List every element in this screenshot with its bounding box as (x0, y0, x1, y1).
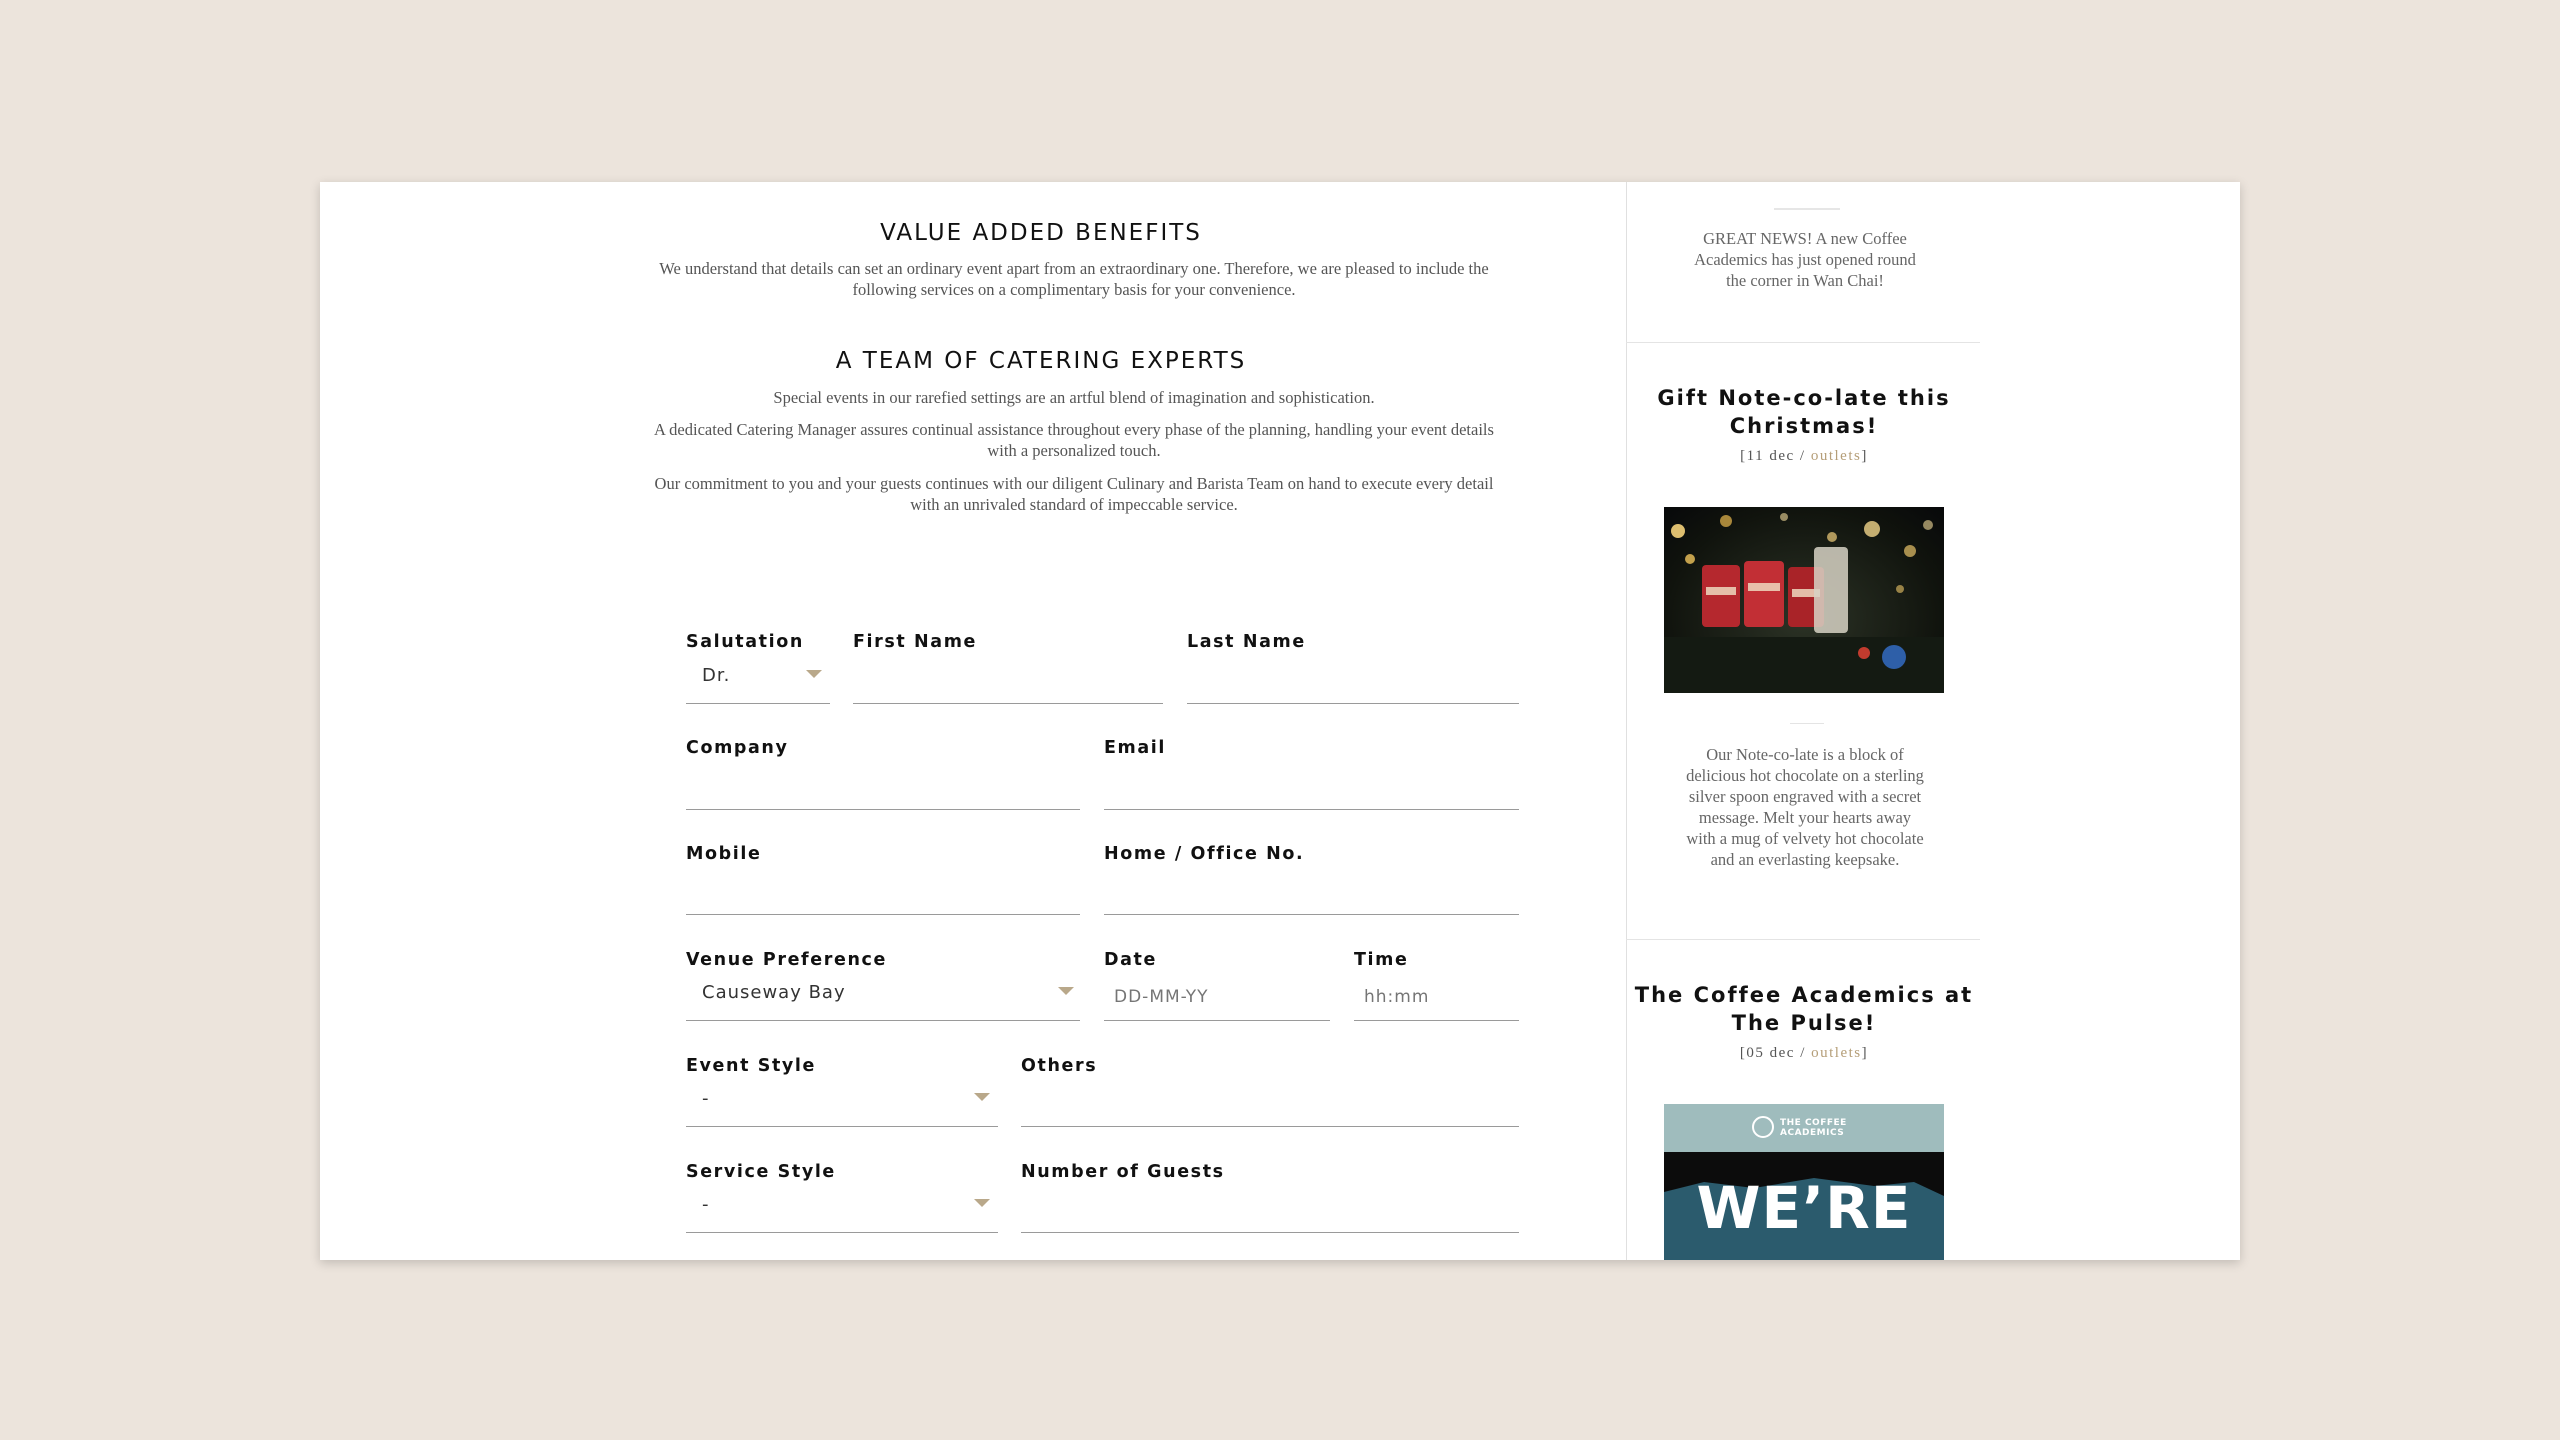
service-style-underline (686, 1232, 998, 1233)
experts-heading: A TEAM OF CATERING EXPERTS (835, 348, 1247, 374)
note-co-late-image[interactable] (1664, 507, 1944, 693)
guests-underline (1021, 1232, 1519, 1233)
time-input[interactable] (1354, 980, 1521, 1014)
chevron-down-icon (974, 1093, 990, 1101)
post-meta: [05 dec / outlets] (1739, 1045, 1869, 1061)
company-label: Company (686, 738, 789, 758)
date-input[interactable] (1104, 980, 1336, 1014)
post-small-rule (1790, 723, 1824, 724)
home-office-label: Home / Office No. (1104, 844, 1305, 864)
mobile-underline (686, 914, 1080, 915)
post-date: 05 dec (1746, 1045, 1795, 1061)
guests-label: Number of Guests (1021, 1162, 1225, 1182)
first-name-label: First Name (853, 632, 978, 652)
event-style-underline (686, 1126, 998, 1127)
email-input[interactable] (1104, 770, 1523, 808)
promo-logo-text: THE COFFEE ACADEMICS (1780, 1118, 1847, 1138)
salutation-select[interactable] (686, 662, 830, 686)
experts-paragraph-2: A dedicated Catering Manager assures continual assistance throughout every phase of the planning, handling your event details with a personalized touch. (654, 420, 1494, 460)
first-name-input[interactable] (853, 664, 1167, 702)
benefits-text: We understand that details can set an ordinary event apart from an extraordinary one. Therefore, we are pleased to include the following services on a complimentary basis for your convenience. (659, 259, 1489, 299)
post-category-link[interactable]: outlets (1811, 1045, 1862, 1061)
service-style-label: Service Style (686, 1162, 836, 1182)
home-office-input[interactable] (1104, 876, 1523, 914)
mobile-input[interactable] (686, 876, 1084, 914)
others-underline (1021, 1126, 1519, 1127)
benefits-heading: VALUE ADDED BENEFITS (880, 220, 1202, 246)
email-underline (1104, 809, 1519, 810)
venue-value: Causeway Bay (702, 982, 846, 1003)
experts-paragraph-3: Our commitment to you and your guests continues with our diligent Culinary and Barista Team on hand to execute every detail with an unrivaled standard of impeccable service. (654, 474, 1494, 514)
coffee-academics-logo-icon (1752, 1116, 1774, 1138)
event-style-label: Event Style (686, 1056, 816, 1076)
event-style-select[interactable] (686, 1085, 998, 1109)
post-title[interactable]: Gift Note-co-late this Christmas! (1657, 386, 1951, 438)
post-excerpt: Our Note-co-late is a block of delicious hot chocolate on a sterling silver spoon engraved with a secret message. Melt your hearts away with a mug of velvety hot chocolate and an everlasting keepsake. (1686, 745, 1924, 869)
others-label: Others (1021, 1056, 1098, 1076)
post-title[interactable]: The Coffee Academics at The Pulse! (1634, 983, 1974, 1035)
post-date: 11 dec (1746, 448, 1795, 464)
last-name-underline (1187, 703, 1519, 704)
sidebar-separator (1626, 342, 1980, 343)
company-underline (686, 809, 1080, 810)
time-underline (1354, 1020, 1519, 1021)
date-underline (1104, 1020, 1330, 1021)
post-category-link[interactable]: outlets (1810, 448, 1862, 464)
email-label: Email (1104, 738, 1166, 758)
chevron-down-icon (1058, 987, 1074, 995)
venue-label: Venue Preference (686, 950, 887, 970)
experts-paragraph-1: Special events in our rarefied settings are an artful blend of imagination and sophistication. (773, 388, 1375, 407)
chevron-down-icon (974, 1199, 990, 1207)
chevron-down-icon (806, 670, 822, 678)
page-window (320, 182, 2240, 1260)
guests-input[interactable] (1021, 1194, 1523, 1232)
salutation-label: Salutation (686, 632, 804, 652)
sidebar-divider (1626, 182, 1627, 1260)
sidebar-top-rule (1774, 208, 1840, 210)
others-input[interactable] (1021, 1088, 1523, 1126)
post-meta: [11 dec / outlets] (1740, 448, 1868, 464)
pulse-promo-image[interactable] (1664, 1104, 1944, 1260)
sidebar-separator (1626, 939, 1980, 940)
sidebar-news-text: GREAT NEWS! A new Coffee Academics has just opened round the corner in Wan Chai! (1694, 229, 1916, 290)
last-name-input[interactable] (1187, 664, 1523, 702)
venue-underline (686, 1020, 1080, 1021)
home-office-underline (1104, 914, 1519, 915)
service-style-select[interactable] (686, 1191, 998, 1215)
salutation-underline (686, 703, 830, 704)
event-style-value: - (702, 1088, 710, 1109)
service-style-value: - (702, 1194, 710, 1215)
time-label: Time (1354, 950, 1409, 970)
venue-select[interactable] (686, 979, 1080, 1003)
promo-headline: WE’RE (1696, 1174, 1912, 1242)
first-name-underline (853, 703, 1163, 704)
date-label: Date (1104, 950, 1157, 970)
company-input[interactable] (686, 770, 1084, 808)
salutation-value: Dr. (702, 665, 731, 686)
mobile-label: Mobile (686, 844, 762, 864)
last-name-label: Last Name (1187, 632, 1306, 652)
